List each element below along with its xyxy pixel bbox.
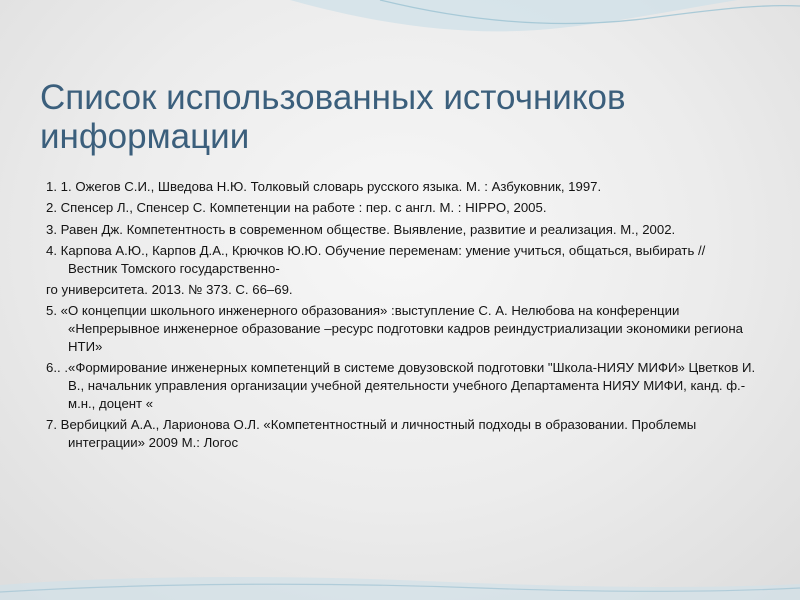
wave-top-band bbox=[290, 0, 800, 31]
reference-item-3: 3. Равен Дж. Компетентность в современном обществе. Выявление, развитие и реализация. М., 2002. bbox=[46, 221, 676, 237]
reference-item-4: 4. Карпова А.Ю., Карпов Д.А., Крючков Ю.Ю. Обучение переменам: умение учиться, общаться, выбирать // Вестник Томского государственно- bbox=[46, 242, 706, 276]
references-list bbox=[46, 178, 756, 455]
reference-item-7: 7. Вербицкий А.А., Ларионова О.Л. «Компетентностный и личностный подходы в образовании. Проблемы интеграции» 2009 М.: Логос bbox=[46, 417, 697, 450]
reference-item-5: 5. «О концепции школьного инженерного образования» :выступление С. А. Нелюбова на конференции «Непрерывное инженерное образование –ресурс подготовки кадров реиндустриализации экономики региона НТИ» bbox=[46, 303, 743, 354]
slide-title: Список использованных источников информации bbox=[40, 78, 626, 156]
reference-item-1: 1. 1. Ожегов С.И., Шведова Н.Ю. Толковый словарь русского языка. М. : Азбуковник, 1997. bbox=[46, 179, 602, 194]
reference-item-4-continuation: го университета. 2013. № 373. С. 66–69. bbox=[46, 281, 293, 297]
reference-item-2: 2. Спенсер Л., Спенсер С. Компетенции на работе : пер. с англ. М. : HIPPO, 2005. bbox=[46, 200, 547, 216]
reference-item-6: 6.. .«Формирование инженерных компетенций в системе довузовской подготовки "Школа-НИЯУ МИФИ» Цветков И. В., начальник управления организации учебной деятельности учебного Департамента НИЯУ МИФИ, канд. ф.-м.н., доцент « bbox=[46, 360, 756, 411]
wave-bottom-band bbox=[0, 577, 800, 600]
